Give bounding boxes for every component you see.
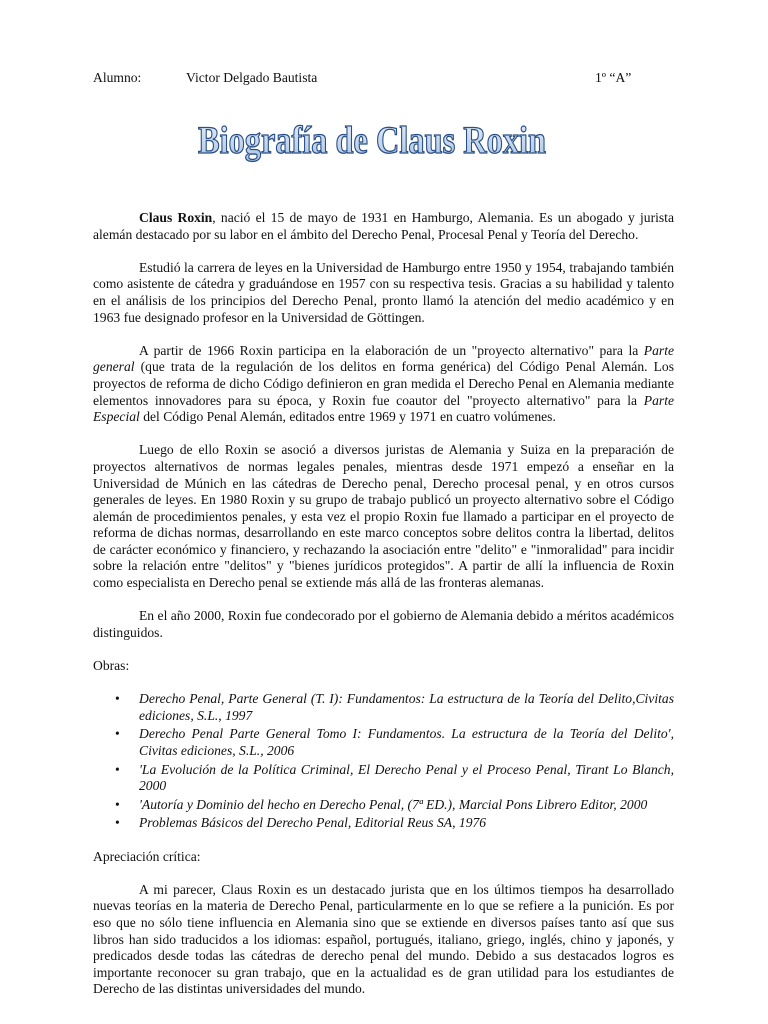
bullet-icon: • xyxy=(115,815,120,831)
list-item xyxy=(115,726,674,759)
works-heading: Obras: xyxy=(93,658,130,674)
list-item xyxy=(115,796,674,814)
paragraph-education: Estudió la carrera de leyes en la Universidad de Hamburgo entre 1950 y 1954, trabajando también como asistente de cátedra y graduándose en 1957 con su respectiva tesis. Gracias a su habilidad y talento en el análisis de los principios del Derecho Penal, pronto llamó la atención del medio académico y en 1963 fue designado profesor en la Universidad de Göttingen. xyxy=(93,259,674,325)
document-body xyxy=(93,210,674,1015)
bullet-icon: • xyxy=(115,691,120,707)
critique-heading: Apreciación crítica: xyxy=(93,848,201,864)
list-item xyxy=(115,761,674,795)
subject-name: Claus Roxin xyxy=(139,210,213,225)
work-title: Problemas Básicos del Derecho Penal, Editorial Reus SA, 1976 xyxy=(139,815,487,831)
paragraph-critique: A mi parecer, Claus Roxin es un destacado jurista que en los últimos tiempos ha desarrollado nuevas teorías en la materia de Derecho Penal, particularmente en lo que se refiere a la punición. Es por eso que no sólo tiene influencia en Alemania sino que se extiende en diversos países tanto así que sus libros han sido traducidos a los idiomas: español, portugués, italiano, griego, inglés, chino y japonés, y predicados desde todas las cátedras de derecho penal del mundo. Debido a sus destacados logros es importante reconocer su gran trabajo, que en la actualidad es de gran utilidad para los estudiantes de Derecho de las distintas universidades del mundo. xyxy=(93,881,674,997)
paragraph-intro-text: , nació el 15 de mayo de 1931 en Hamburgo, Alemania. Es un abogado y jurista alemán destacado por su labor en el ámbito del Derecho Penal, Procesal Penal y Teoría del Derecho. xyxy=(93,210,674,242)
parte-general-term: Parte general xyxy=(93,342,674,375)
paragraph-projects-text-b: (que trata de la regulación de los delitos en forma genérica) del Código Penal Alemán. Los proyectos de reforma de dicho Código definieron en gran medida el Derecho Penal en Alemania mediante elementos innovadores para su época, y Roxin fue coautor del "proyecto alternativo" para la xyxy=(93,359,674,408)
parte-especial-term: Parte Especial xyxy=(93,392,674,425)
work-title: 'Autoría y Dominio del hecho en Derecho Penal, (7ª ED.), Marcial Pons Librero Editor, 2000 xyxy=(139,796,648,812)
student-grade: 1º “A” xyxy=(595,70,632,85)
wordart-title xyxy=(192,112,552,166)
works-list xyxy=(93,691,674,832)
bullet-icon: • xyxy=(115,796,120,812)
list-item xyxy=(115,815,674,832)
bullet-icon: • xyxy=(115,726,120,742)
paragraph-career: Luego de ello Roxin se asoció a diversos juristas de Alemania y Suiza en la preparación de proyectos alternativos de normas legales penales, mientras desde 1971 empezó a enseñar en la Universidad de Múnich en las cátedras de Derecho penal, Derecho procesal penal, y en otros cursos generales de leyes. En 1980 Roxin y su grupo de trabajo publicó un proyecto alternativo sobre el Código alemán de procedimientos penales, y esta vez el propio Roxin fue llamado a participar en el proyecto de reforma de dichas normas, desarrollando en este marco conceptos sobre delitos contra la libertad, delitos de carácter económico y financiero, y rechazando la asociación entre "delito" e "inmoralidad" para incidir sobre la relación entre "delitos" y "bienes jurídicos protegidos". A partir de allí la influencia de Roxin como especialista en Derecho penal se extiende más allá de las fronteras alemanas. xyxy=(93,442,674,591)
paragraph-projects-text-c: del Código Penal Alemán, editados entre 1969 y 1971 en cuatro volúmenes. xyxy=(139,409,556,425)
paragraph-projects-text-a: A partir de 1966 Roxin participa en la elaboración de un "proyecto alternativo" para la xyxy=(139,342,644,358)
student-label: Alumno: xyxy=(93,70,142,85)
student-name: Victor Delgado Bautista xyxy=(186,70,318,85)
work-title: 'La Evolución de la Política Criminal, El Derecho Penal y el Proceso Penal, Tirant Lo Blanch, 2000 xyxy=(139,761,674,794)
bullet-icon: • xyxy=(115,761,120,777)
paragraph-award: En el año 2000, Roxin fue condecorado por el gobierno de Alemania debido a méritos académicos distinguidos. xyxy=(93,608,674,640)
paragraph-intro xyxy=(93,210,674,243)
work-title: Derecho Penal, Parte General (T. I): Fundamentos: La estructura de la Teoría del Delito,Civitas ediciones, S.L., 1997 xyxy=(139,691,674,723)
work-title: Derecho Penal Parte General Tomo I: Fundamentos. La estructura de la Teoría del Delito', Civitas ediciones, S.L., 2006 xyxy=(139,726,674,758)
list-item xyxy=(115,691,674,724)
page-title: Biografía de Claus Roxin xyxy=(198,119,547,162)
document-header xyxy=(93,70,653,88)
paragraph-projects xyxy=(93,343,674,426)
